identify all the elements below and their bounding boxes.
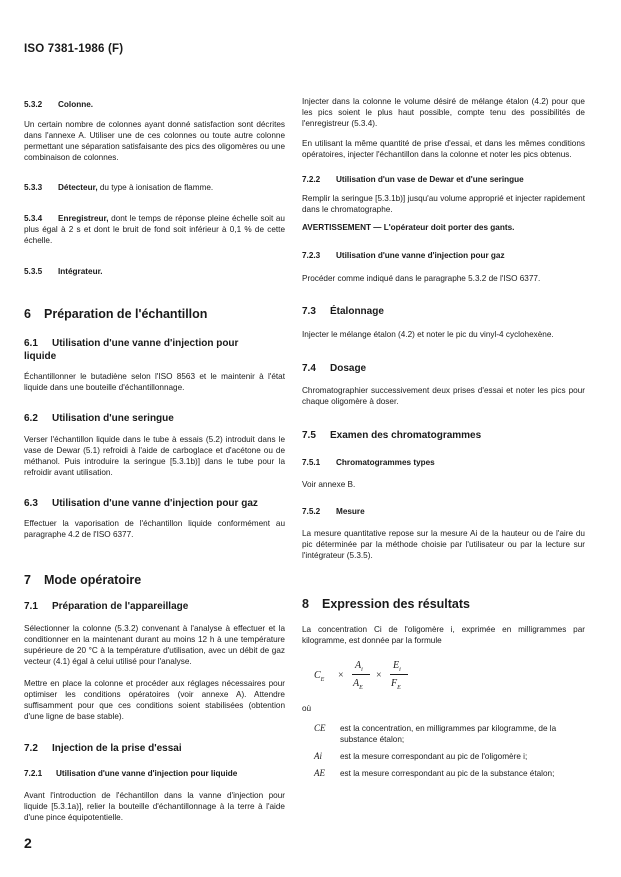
para-7-3: Injecter le mélange étalon (4.2) et noter le pic du vinyl-4 cyclohexène. <box>302 329 554 339</box>
page-number: 2 <box>24 835 32 851</box>
concentration-formula <box>302 658 585 694</box>
definition-text: est la mesure correspondant au pic de l'oligomère i; <box>340 751 528 761</box>
para-7-2-3: Procéder comme indiqué dans le paragraphe 5.3.2 de l'ISO 6377. <box>302 274 541 283</box>
formula-f-den: $F_E$ <box>391 677 401 691</box>
para-continued-2: En utilisant la même quantité de prise d'essai, et dans les mêmes conditions opératoires, injecter l'échantillon dans la colonne et noter les pics obtenus. <box>302 139 585 159</box>
definition-ce <box>302 723 585 745</box>
formula-a-den: $A_E$ <box>353 677 363 691</box>
heading-8: 8 Expression des résultats <box>302 596 470 611</box>
para-6-2: Verser l'échantillon liquide dans le tube à essais (5.2) introduit dans le vase de Dewar (5.1) refroidi à l'aide de carboglace et d'acétone ou de méthanol. Puis introduire la seringue [5.3.1b)] dans le tube pour la refroidir avant utilisation. <box>24 434 285 477</box>
para-7-5-2: La mesure quantitative repose sur la mesure Ai de la hauteur ou de l'aire du pic déterminée par la méthode choisie par l'utilisateur ou par la lecture sur l'intégrateur (5.3.5). <box>302 528 585 560</box>
para-7-2-1: Avant l'introduction de l'échantillon dans la vanne d'injection pour liquide [5.3.1a)], relier la bouteille d'échantillonnage à la terre à l'aide d'une pince équipotentielle. <box>24 791 285 822</box>
definition-symbol: AE <box>314 767 325 778</box>
heading-6: 6 Préparation de l'échantillon <box>24 307 208 321</box>
para-5-3-4: 5.3.4 Enregistreur, dont le temps de réponse pleine échelle soit au plus égal à 2 s et dont le bruit de fond soit inférieur à 0,1 % de cette échelle. <box>24 214 285 245</box>
heading-7-2: 7.2 Injection de la prise d'essai <box>24 742 182 754</box>
warning-text: AVERTISSEMENT — L'opérateur doit porter des gants. <box>302 223 515 232</box>
heading-5-3-5: 5.3.5 Intégrateur. <box>24 267 103 276</box>
formula-e-num: $E_i$ <box>393 659 401 673</box>
heading-7-2-3: 7.2.3 Utilisation d'une vanne d'injection pour gaz <box>302 251 505 260</box>
formula-times-2: × <box>376 669 382 681</box>
definition-text: est la concentration, en milligrammes par kilogramme, de la substance étalon; <box>340 723 557 744</box>
document-header: ISO 7381-1986 (F) <box>24 43 124 55</box>
heading-5-3-2: 5.3.2 Colonne. <box>24 100 94 109</box>
para-7-4: Chromatographier successivement deux prises d'essai et noter les pics pour chaque oligomère à doser. <box>302 386 585 406</box>
where-label: où <box>302 703 312 713</box>
heading-7-2-2: 7.2.2 Utilisation d'un vase de Dewar et d'une seringue <box>302 175 524 184</box>
para-7-1-b: Mettre en place la colonne et procéder aux réglages nécessaires pour optimiser les conditions opératoires (voir annexe A). Attendre suffisamment pour que ces conditions soient stabilisées (obtention d'une ligne de base stable). <box>24 678 285 721</box>
para-continued-1: Injecter dans la colonne le volume désiré de mélange étalon (4.2) pour que les pics soient le plus haut possible, compte tenu des possibilités de l'enregistreur (5.3.4). <box>302 97 585 128</box>
para-7-2-2: Remplir la seringue [5.3.1b)] jusqu'au volume approprié et injecter rapidement dans le chromatographe. <box>302 194 585 214</box>
definitions-list <box>302 723 585 779</box>
formula-bar-2 <box>390 674 408 675</box>
heading-6-2: 6.2 Utilisation d'une seringue <box>24 413 174 424</box>
heading-7-5-1: 7.5.1 Chromatogrammes types <box>302 457 435 467</box>
heading-6-1: 6.1 Utilisation d'une vanne d'injection pour liquide <box>24 338 239 362</box>
heading-7-3: 7.3 Étalonnage <box>302 306 384 317</box>
definition-symbol: Ai <box>314 750 322 761</box>
right-column <box>302 96 585 779</box>
definition-ae <box>302 768 585 779</box>
para-6-1: Échantillonner le butadiène selon l'ISO 8563 et le maintenir à l'état liquide dans une bouteille d'échantillonnage. <box>24 372 285 392</box>
para-8: La concentration Ci de l'oligomère i, exprimée en milligrammes par kilogramme, est donnée par la formule <box>302 624 585 645</box>
para-5-3-2: Un certain nombre de colonnes ayant donné satisfaction sont décrites dans l'annexe A. Utiliser une de ces colonnes ou toute autre colonne permettant une séparation satisfaisante des pics des oligomères ou une combinaison de colonnes. <box>24 120 285 162</box>
heading-7-5: 7.5 Examen des chromatogrammes <box>302 430 482 441</box>
heading-7-5-2: 7.5.2 Mesure <box>302 506 365 516</box>
formula-a-num: $A_i$ <box>355 659 363 673</box>
definition-symbol: CE <box>314 722 326 733</box>
left-column <box>24 96 285 823</box>
formula-bar-1 <box>352 674 370 675</box>
heading-5-3-3: 5.3.3 Détecteur, du type à ionisation de flamme. <box>24 183 214 192</box>
definition-text: est la mesure correspondant au pic de la substance étalon; <box>340 768 555 778</box>
para-6-3: Effectuer la vaporisation de l'échantillon liquide conformément au paragraphe 4.2 de l'ISO 6377. <box>24 519 285 539</box>
para-7-5-1: Voir annexe B. <box>302 479 356 489</box>
formula-times-1: × <box>338 669 344 681</box>
formula-c: $C_E$ <box>314 669 325 683</box>
heading-7: 7 Mode opératoire <box>24 573 142 587</box>
heading-7-2-1: 7.2.1 Utilisation d'une vanne d'injection pour liquide <box>24 769 238 778</box>
para-7-1-a: Sélectionner la colonne (5.3.2) convenant à l'analyse à effectuer et la conditionner en la maintenant durant au moins 12 h à une température supérieure de 20 °C à la température d'utilisation, avec un débit de gaz vecteur (4.1) égal à celui utilisé pour l'analyse. <box>24 623 285 666</box>
definition-ai <box>302 751 585 762</box>
heading-6-3: 6.3 Utilisation d'une vanne d'injection pour gaz <box>24 497 258 509</box>
heading-7-4: 7.4 Dosage <box>302 362 367 374</box>
heading-7-1: 7.1 Préparation de l'appareillage <box>24 601 189 612</box>
